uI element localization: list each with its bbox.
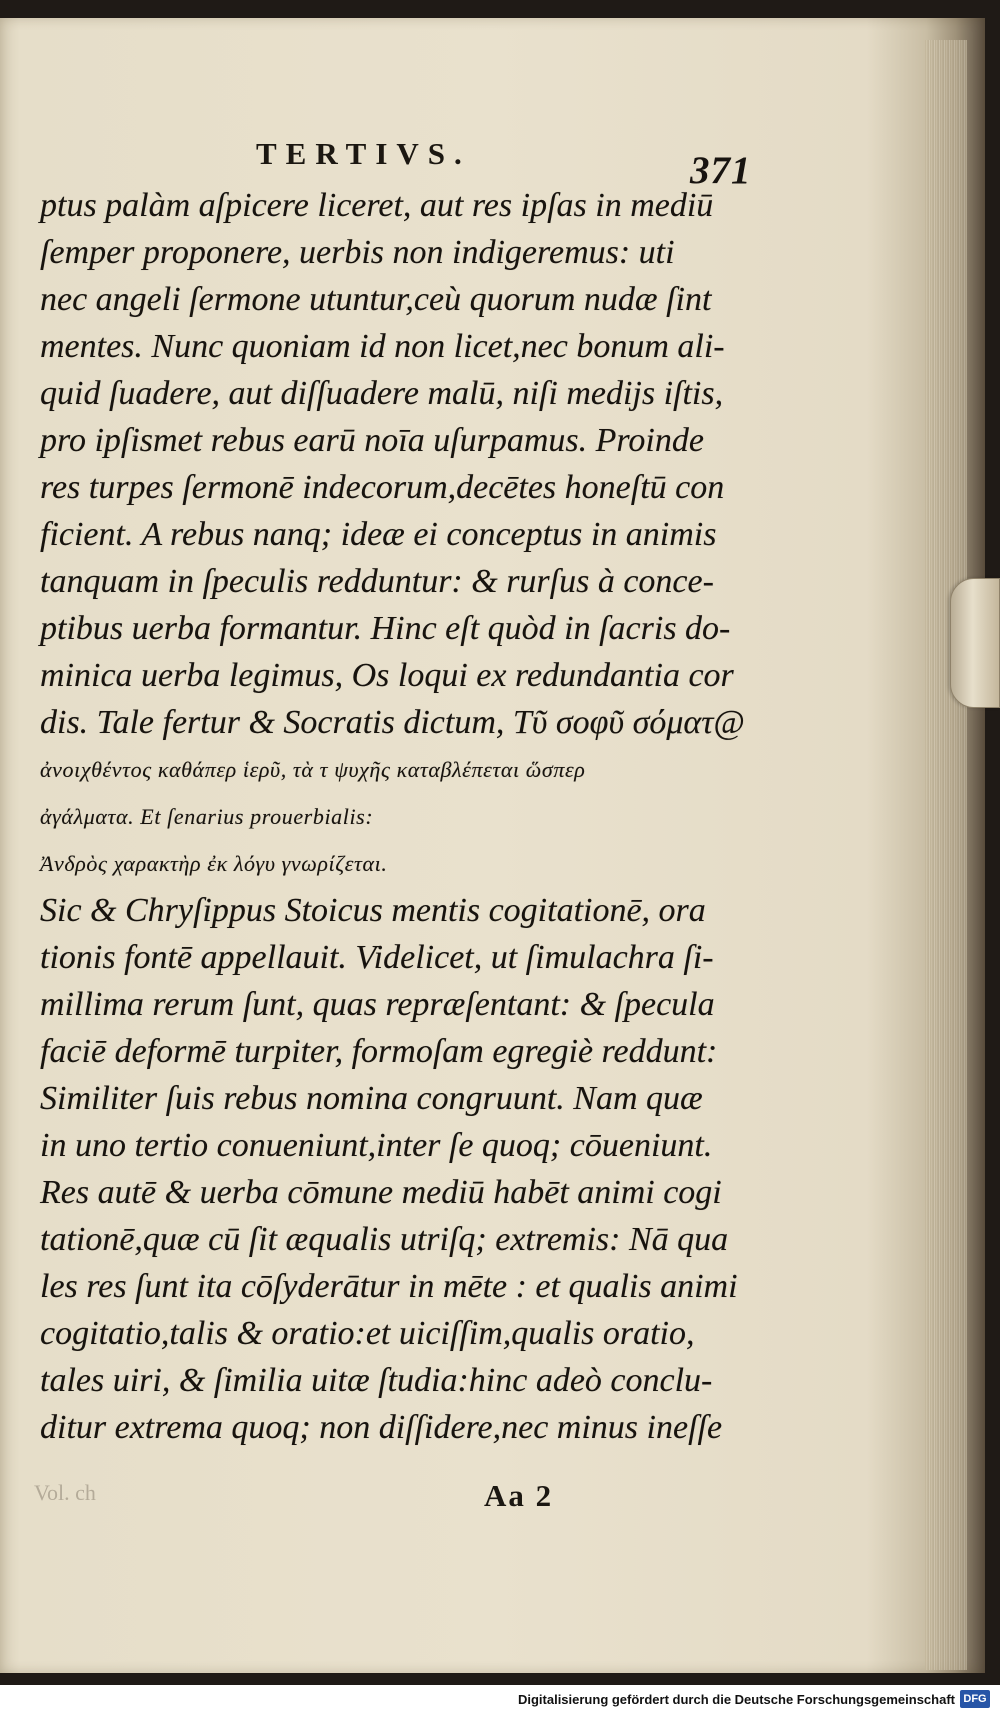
text-line: Similiter ſuis rebus nomina congruunt. Nam quæ — [40, 1080, 703, 1117]
text-line: millima rerum ſunt, quas repræſentant: & ſpecula — [40, 986, 715, 1023]
page-fore-edge — [925, 40, 967, 1670]
text-line: ſemper proponere, uerbis non indigeremus: uti — [40, 234, 675, 271]
text-line: Res autē & uerba cōmune mediū habēt animi cogi — [40, 1174, 722, 1211]
text-line: tationē,quæ cū ſit æqualis utriſq; extremis: Nā qua — [40, 1221, 729, 1258]
text-line: ditur extrema quoq; non diſſidere,nec minus ineſſe — [40, 1409, 723, 1446]
faint-marginal-mark: Vol. ch — [34, 1480, 96, 1505]
text-line: ptus palàm aſpicere liceret, aut res ipſas in mediū — [40, 187, 714, 224]
text-line: ficient. A rebus nanq; ideæ ei conceptus in animis — [40, 516, 717, 553]
text-line: ptibus uerba formantur. Hinc eſt quòd in ſacris do- — [40, 610, 731, 647]
text-line: tionis fontē appellauit. Videlicet, ut ſimulachra ſi- — [40, 939, 714, 976]
text-line: quid ſuadere, aut diſſuadere malū, niſi medijs iſtis, — [40, 375, 724, 412]
greek-line: ἀγάλματα. Et ſenarius prouerbialis: — [40, 804, 374, 829]
text-line: faciē deformē turpiter, formoſam egregiè reddunt: — [40, 1033, 718, 1070]
dfg-logo-icon: DFG — [960, 1690, 990, 1708]
text-line: in uno tertio conueniunt,inter ſe quoq; cōueniunt. — [40, 1127, 713, 1164]
book-page — [0, 18, 985, 1673]
text-line: Sic & Chryſippus Stoicus mentis cogitationē, ora — [40, 892, 706, 929]
text-line: tanquam in ſpeculis redduntur: & rurſus à conce- — [40, 563, 714, 600]
text-line: nec angeli ſermone utuntur,ceù quorum nudæ ſint — [40, 281, 712, 318]
funding-credit: Digitalisierung gefördert durch die Deutsche Forschungsgemeinschaft — [517, 1692, 955, 1707]
page-number: 371 — [690, 149, 752, 192]
text-line: tales uiri, & ſimilia uitæ ſtudia:hinc adeò conclu- — [40, 1362, 713, 1399]
text-line: les res ſunt ita cōſyderātur in mēte : et qualis animi — [40, 1268, 738, 1305]
text-line: cogitatio,talis & oratio:et uiciſſim,qualis oratio, — [40, 1315, 695, 1352]
running-head: TERTIVS. — [256, 136, 471, 171]
text-line: minica uerba legimus, Os loqui ex redundantia cor — [40, 657, 734, 694]
text-line: res turpes ſermonē indecorum,decētes honeſtū con — [40, 469, 725, 506]
greek-proverb-line: Ἀνδρὸς χαρακτὴρ ἐκ λόγυ γνωρίζεται. — [40, 851, 388, 876]
digitization-footer — [0, 1685, 1000, 1715]
signature-mark: Aa 2 — [484, 1478, 554, 1513]
text-line: mentes. Nunc quoniam id non licet,nec bonum ali- — [40, 328, 725, 365]
text-line: pro ipſismet rebus earū noīa uſurpamus. Proinde — [40, 422, 704, 459]
text-line: dis. Tale fertur & Socratis dictum, Τῦ σοφῦ σόματ@ — [40, 704, 745, 741]
greek-line: ἀνοιχθέντος καθάπερ ἱερῦ, τὰ τ ψυχῆς καταβλέπεται ὥσπερ — [40, 757, 586, 782]
page-tab-protrusion — [950, 578, 1000, 708]
main-text-block — [40, 182, 745, 1451]
